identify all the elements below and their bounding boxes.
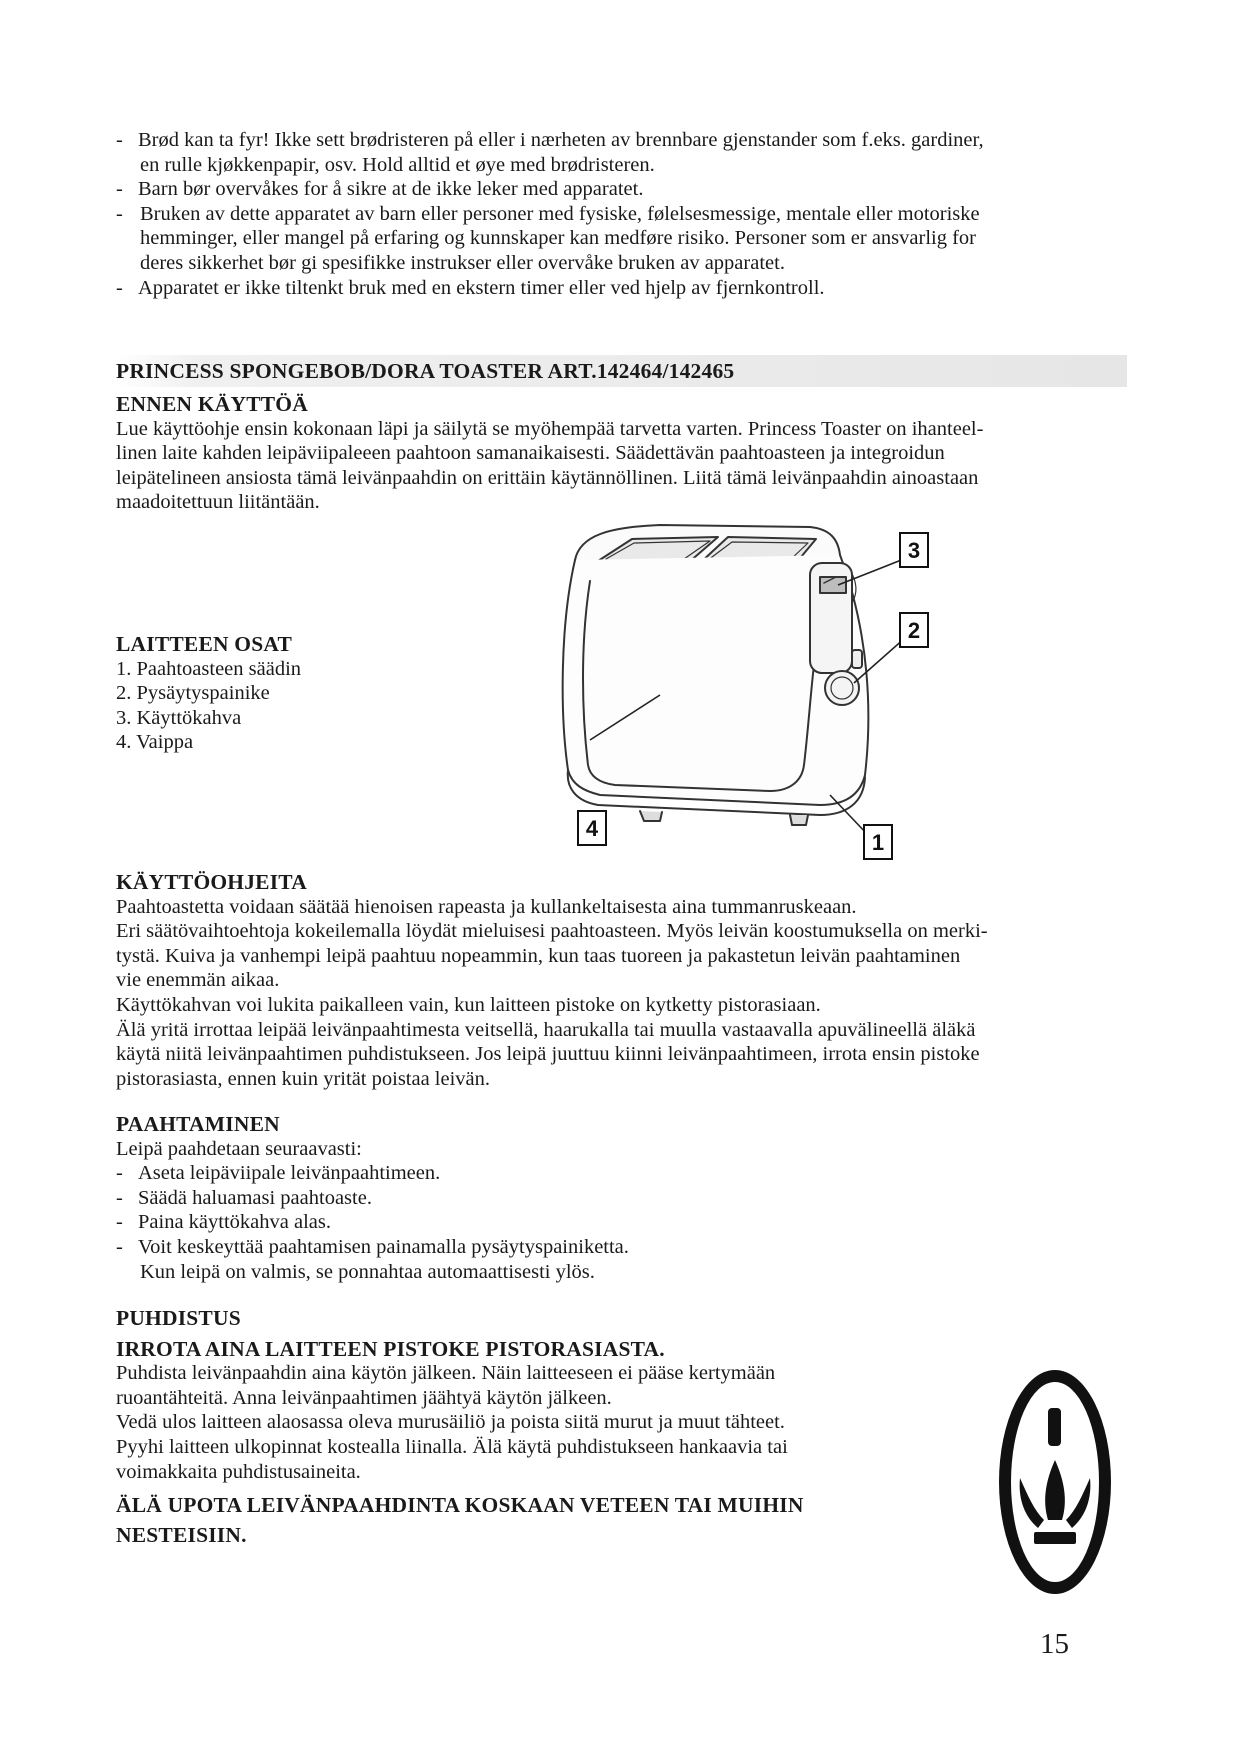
instructions-line: Käyttökahvan voi lukita paikalleen vain, kun laitteen pistoke on kytketty pistorasiaan.: [116, 993, 821, 1016]
toasting-step: - Paina käyttökahva alas.: [116, 1211, 331, 1234]
bullet-continuation: en rulle kjøkkenpapir, osv. Hold alltid et øye med brødristeren.: [140, 153, 655, 176]
cleaning-line: Vedä ulos laitteen alaosassa oleva murusäiliö ja poista siitä murut ja muut tähteet.: [116, 1411, 785, 1434]
parts-item: 4. Vaippa: [116, 731, 194, 754]
callout-4: 4: [585, 816, 599, 841]
bullet-item: - Bruken av dette apparatet av barn eller personer med fysiske, følelsesmessige, mentale eller motoriske: [116, 202, 980, 225]
toasting-note: Kun leipä on valmis, se ponnahtaa automaattisesti ylös.: [140, 1260, 595, 1283]
toaster-illustration: [520, 515, 940, 875]
page-number: 15: [1040, 1628, 1069, 1660]
product-title-bar: [116, 355, 1127, 387]
instructions-line: tystä. Kuiva ja vanhempi leipä paahtuu nopeammin, kun taas tuoreen ja pakastetun leivän paahtaminen: [116, 944, 961, 967]
cleaning-line: Puhdista leivänpaahdin aina käytön jälkeen. Näin laitteeseen ei pääse kertymään: [116, 1362, 776, 1385]
parts-item: 2. Pysäytyspainike: [116, 682, 270, 705]
instructions-line: vie enemmän aikaa.: [116, 969, 280, 992]
toasting-step: - Aseta leipäviipale leivänpaahtimeen.: [116, 1162, 441, 1185]
final-warning: ÄLÄ UPOTA LEIVÄNPAAHDINTA KOSKAAN VETEEN TAI MUIHIN: [116, 1493, 804, 1518]
bullet-item: - Brød kan ta fyr! Ikke sett brødristeren på eller i nærheten av brennbare gjenstander som f.eks. gardiner,: [116, 129, 984, 151]
parts-item: 3. Käyttökahva: [116, 706, 242, 729]
before-use-line: leipätelineen ansiosta tämä leivänpaahdin on erittäin käytännöllinen. Liitä tämä leivänpaahdin ainoastaan: [116, 466, 979, 489]
toasting-heading: PAAHTAMINEN: [116, 1112, 280, 1136]
cleaning-line: ruoantähteitä. Anna leivänpaahtimen jäähtyä käytön jälkeen.: [116, 1386, 612, 1409]
parts-item: 1. Paahtoasteen säädin: [116, 657, 302, 680]
parts-heading: LAITTEEN OSAT: [116, 632, 293, 656]
product-title: PRINCESS SPONGEBOB/DORA TOASTER ART.142464/142465: [116, 359, 735, 383]
instructions-heading: KÄYTTÖOHJEITA: [116, 870, 307, 894]
instructions-line: Eri säätövaihtoehtoja kokeilemalla löydät mieluisesi paahtoasteen. Myös leivän koostumuksella on merki-: [116, 920, 988, 943]
instructions-line: käytä niitä leivänpaahtimen puhdistukseen. Jos leipä juuttuu kiinni leivänpaahtimeen, irrota ensin pistoke: [116, 1043, 980, 1066]
instructions-line: Paahtoastetta voidaan säätää hienoisen rapeasta ja kullankeltaisesta aina tummanruskeaan.: [116, 895, 857, 918]
safety-bullets: [116, 128, 1126, 300]
bullet-item: - Barn bør overvåkes for å sikre at de ikke leker med apparatet.: [116, 178, 644, 201]
callout-2: 2: [907, 618, 921, 643]
before-use-heading: ENNEN KÄYTTÖÄ: [116, 392, 308, 416]
toasting-intro: Leipä paahdetaan seuraavasti:: [116, 1137, 362, 1160]
toasting-step: - Säädä haluamasi paahtoaste.: [116, 1186, 372, 1209]
toasting-section: [116, 1112, 1126, 1284]
instructions-line: pistorasiasta, ennen kuin yrität poistaa leivän.: [116, 1067, 491, 1090]
before-use-section: [116, 392, 1126, 515]
cleaning-warning: IRROTA AINA LAITTEEN PISTOKE PISTORASIASTA.: [116, 1336, 665, 1361]
cleaning-line: voimakkaita puhdistusaineita.: [116, 1460, 361, 1483]
cleaning-line: Pyyhi laitteen ulkopinnat kostealla liinalla. Älä käytä puhdistukseen hankaavia tai: [116, 1435, 788, 1458]
callout-1: 1: [871, 830, 885, 855]
cleaning-section: [116, 1306, 976, 1550]
bullet-continuation: hemminger, eller mangel på erfaring og kunnskaper kan medføre risiko. Personer som er ansvarlig for: [140, 227, 976, 250]
final-warning-cont: NESTEISIIN.: [116, 1523, 247, 1548]
before-use-line: Lue käyttöohje ensin kokonaan läpi ja säilytä se myöhempää tarvetta varten. Princess Toaster on ihanteel-: [116, 417, 984, 440]
parts-section: [116, 632, 436, 755]
toasting-step: - Voit keskeyttää paahtamisen painamalla pysäytyspainiketta.: [116, 1235, 629, 1258]
before-use-line: maadoitettuun liitäntään.: [116, 491, 320, 514]
no-immerse-symbol-icon: [990, 1360, 1120, 1620]
cleaning-heading: PUHDISTUS: [116, 1306, 241, 1330]
instructions-section: [116, 870, 1126, 1091]
callout-3: 3: [907, 538, 921, 563]
bullet-item: - Apparatet er ikke tiltenkt bruk med en ekstern timer eller ved hjelp av fjernkontroll.: [116, 276, 825, 299]
bullet-continuation: deres sikkerhet bør gi spesifikke instrukser eller overvåke bruken av apparatet.: [140, 251, 785, 274]
instructions-line: Älä yritä irrottaa leipää leivänpaahtimesta veitsellä, haarukalla tai muulla vastaavalla apuvälineellä äläkä: [116, 1018, 976, 1041]
before-use-line: linen laite kahden leipäviipaleeen paahtoon samanaikaisesti. Säädettävän paahtoasteen ja integroidun: [116, 442, 945, 465]
